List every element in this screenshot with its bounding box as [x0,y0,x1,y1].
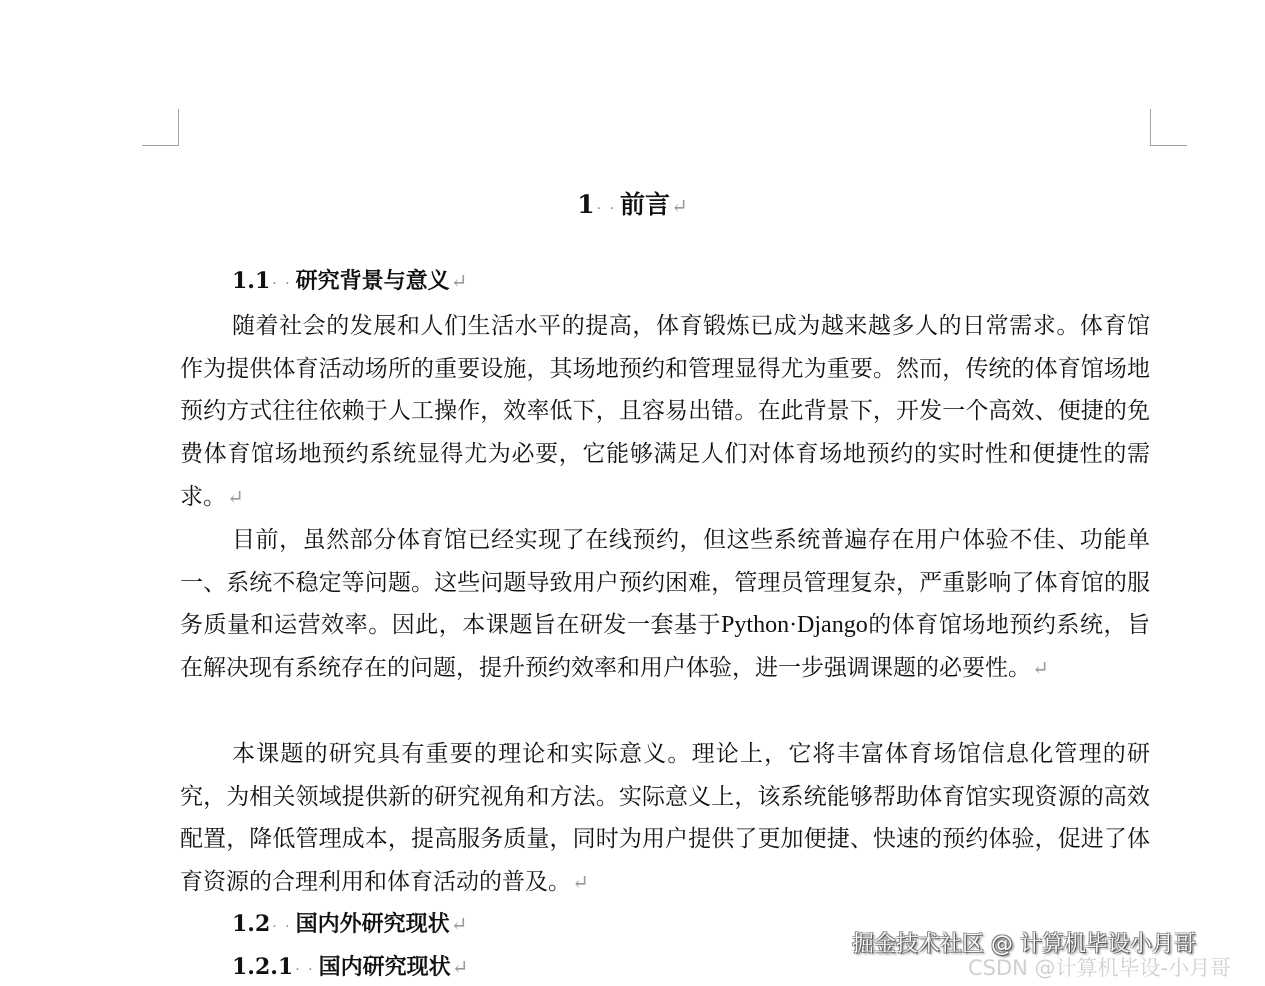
section-heading-1-2 [232,909,467,942]
section-number: 1.1 [232,268,271,294]
chapter-heading [0,188,1265,226]
paragraph-text-before: 目前，虽然部分体育馆已经实现了在线预约，但这些系统普遍存在用户体验不佳、功能单一、系统不稳定等问题。这些问题导致用户预约困难，管理员管理复杂，严重影响了体育馆的服务质量和运营效率。因此，本课题旨在研发一套基于 [180,527,1150,639]
page-corner-mark-top-left [142,109,179,146]
paragraph-text-after: 的体育馆场地预约系统，旨在解决现有系统存在的问题，提升预约效率和用户体验，进一步强调课题的必要性。 [180,612,1151,682]
latin-term: Python·Django [721,612,868,639]
paragraph-text: 本课题的研究具有重要的理论和实际意义。理论上，它将丰富体育场馆信息化管理的研究，为相关领域提供新的研究视角和方法。实际意义上，该系统能够帮助体育馆实现资源的高效配置，降低管理成本，提高服务质量，同时为用户提供了更加便捷、快速的预约体验，促进了体育资源的合理利用和体育活动的普及。 [180,741,1150,896]
paragraph-mark-icon: ↵ [450,912,468,936]
paragraph-2 [180,519,1150,690]
section-heading-1-2-1 [232,952,468,985]
csdn-watermark: CSDN @计算机毕设-小月哥 [968,956,1232,980]
section-number: 1.2 [232,911,271,937]
paragraph-mark-icon: ↵ [227,484,244,509]
section-number: 1.2.1 [232,954,294,980]
paragraph-mark-icon: ↵ [671,194,688,218]
paragraph-mark-icon: ↵ [451,955,469,979]
tab-dots: · · [272,919,292,935]
chapter-title: 前言 [619,190,670,219]
page-corner-mark-top-right [1150,109,1187,146]
tab-dots: · · [272,276,292,292]
paragraph-1 [180,305,1150,519]
section-heading-1-1 [232,266,467,299]
paragraph-mark-icon: ↵ [1032,656,1049,681]
section-title: 研究背景与意义 [295,268,450,294]
section-title: 国内研究现状 [318,954,451,980]
paragraph-mark-icon: ↵ [572,870,589,895]
section-title: 国内外研究现状 [295,911,450,937]
paragraph-mark-icon: ↵ [450,269,468,293]
paragraph-text: 随着社会的发展和人们生活水平的提高，体育锻炼已成为越来越多人的日常需求。体育馆作为提供体育活动场所的重要设施，其场地预约和管理显得尤为重要。然而，传统的体育馆场地预约方式往往依赖于人工操作，效率低下，且容易出错。在此背景下，开发一个高效、便捷的免费体育馆场地预约系统显得尤为必要，它能够满足人们对体育场地预约的实时性和便捷性的需求。 [180,313,1150,510]
juejin-watermark: 掘金技术社区 @ 计算机毕设小月哥 [852,932,1196,957]
tab-dots: · · [295,962,315,978]
paragraph-3 [180,733,1150,904]
chapter-number: 1 [577,190,595,219]
tab-dots: · · [596,201,616,217]
